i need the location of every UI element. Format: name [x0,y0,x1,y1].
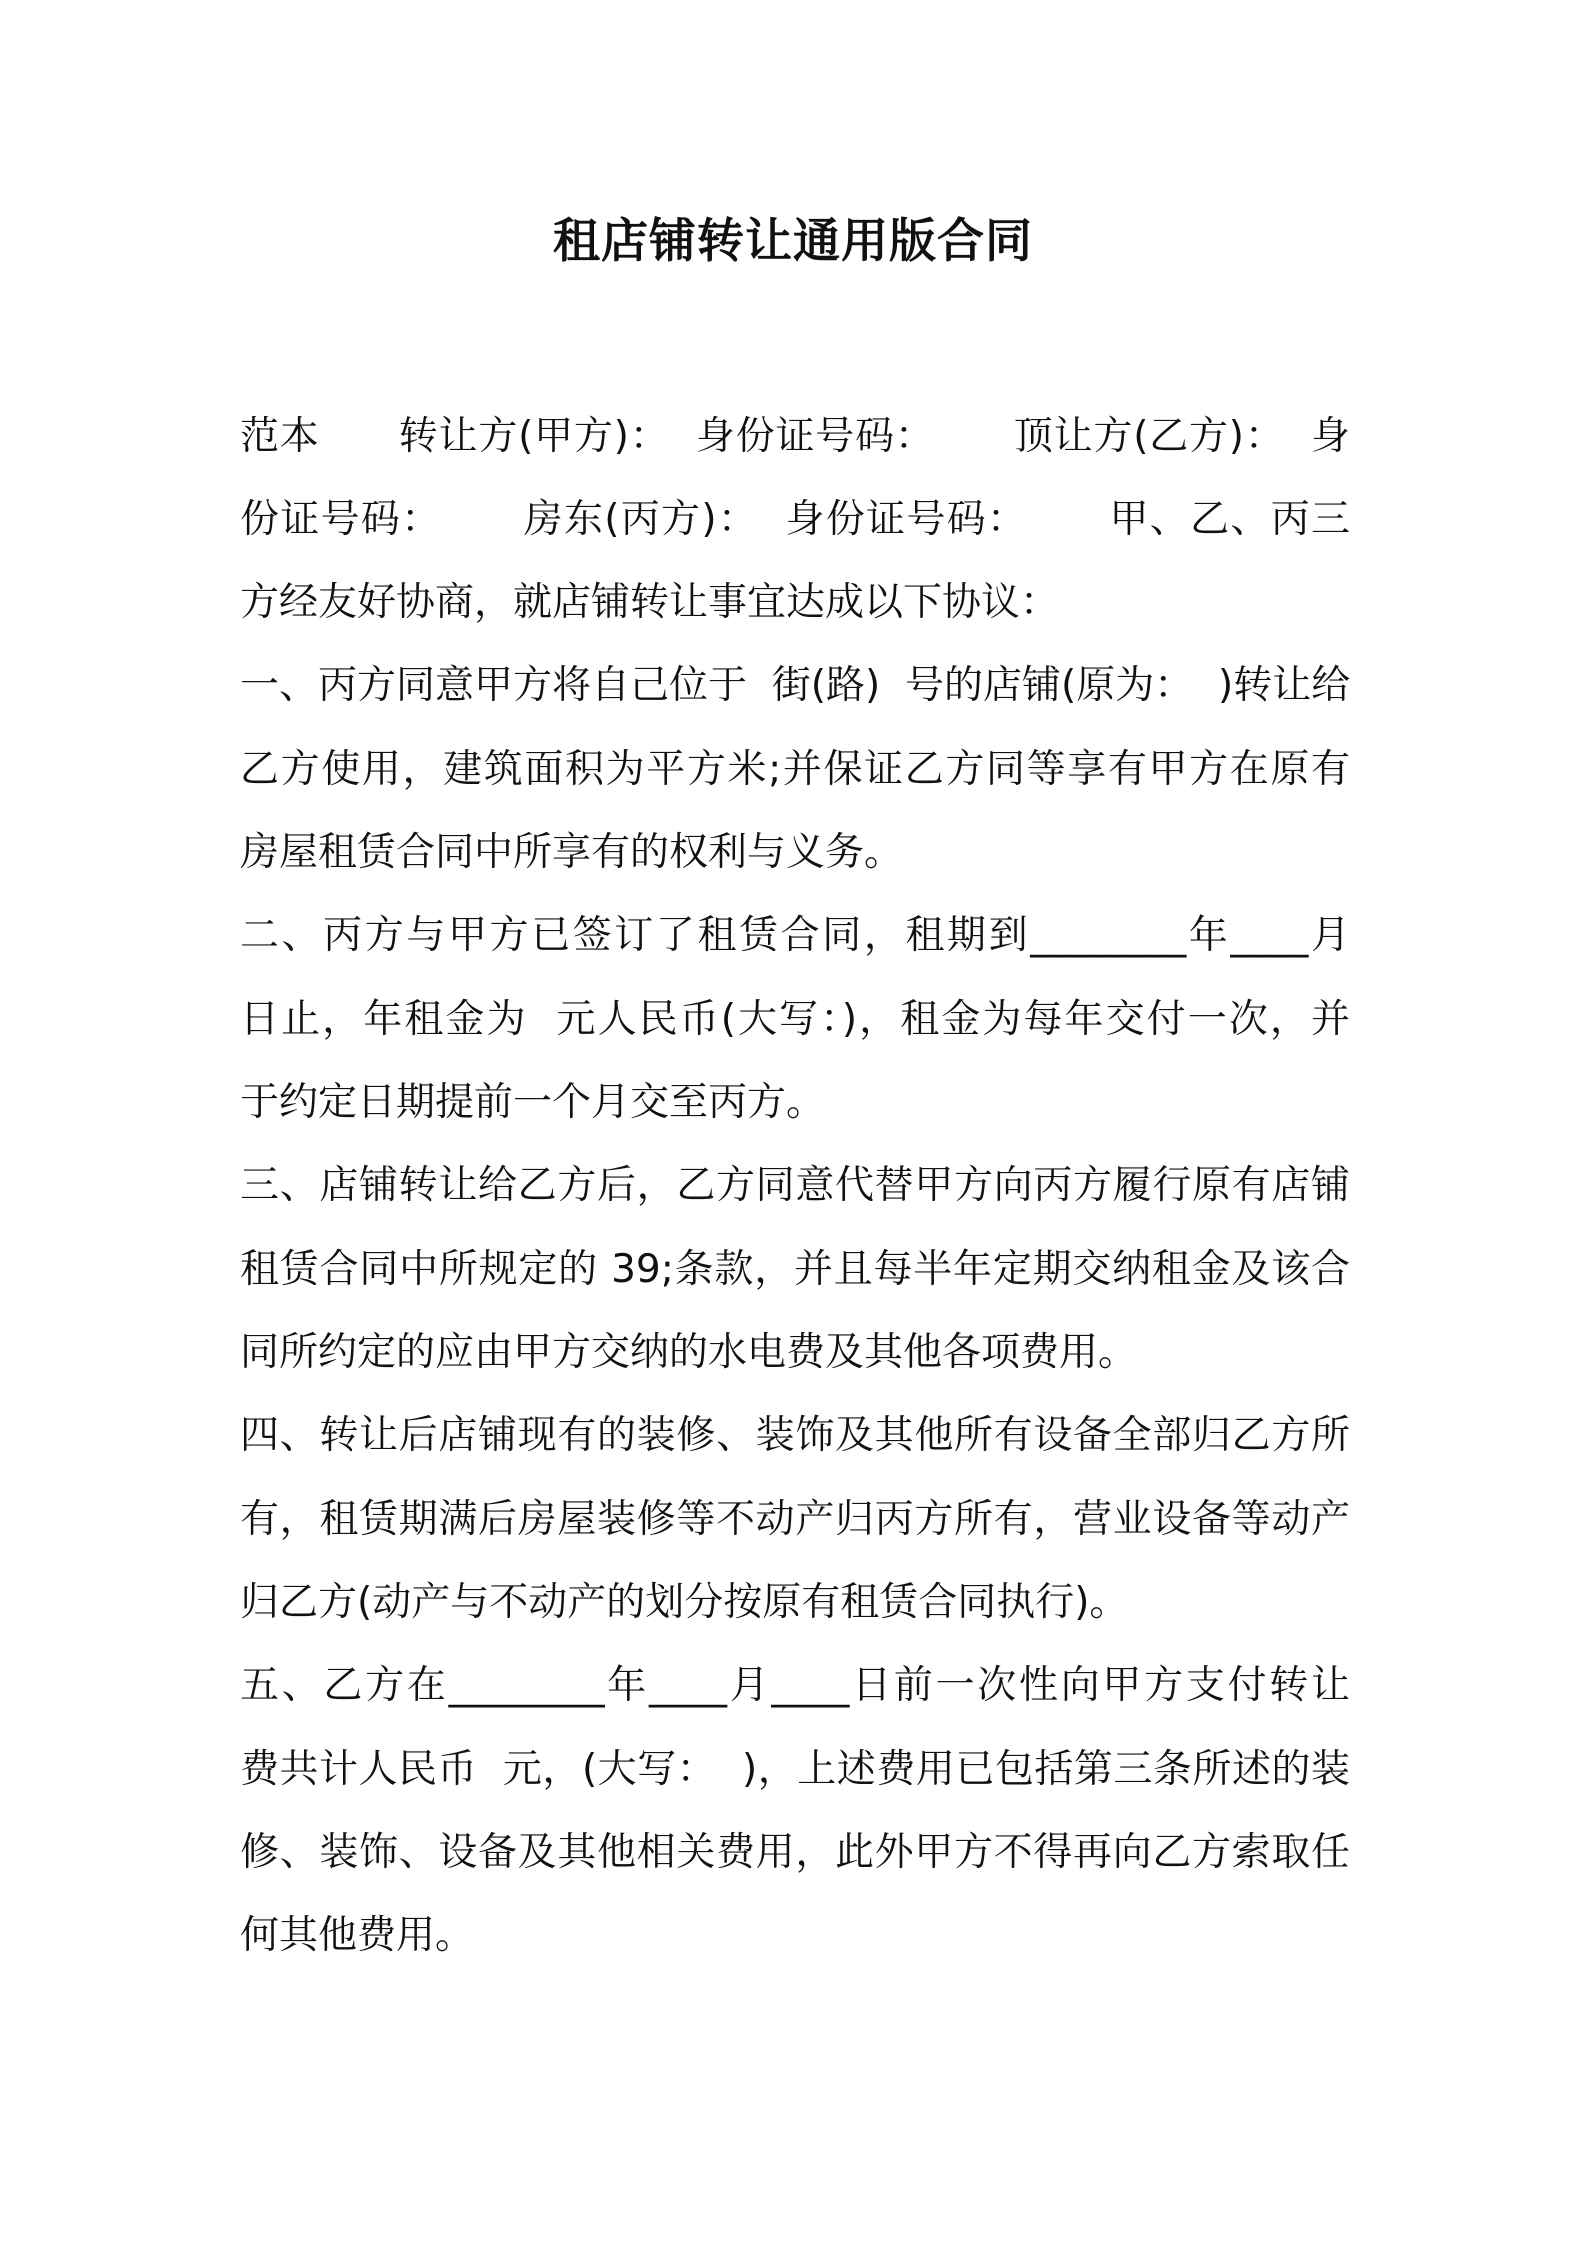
preamble-line-3: 方经友好协商，就店铺转让事宜达成以下协议： [240,580,1060,625]
document-title: 租店铺转让通用版合同 [553,214,1033,269]
clause-1-line-2: 乙方使用，建筑面积为平方米;并保证乙方同等享有甲方在原有 [240,747,1350,792]
clause-4-line-1: 四、转让后店铺现有的装修、装饰及其他所有设备全部归乙方所 [240,1413,1350,1458]
preamble-line-1: 范本 转让方(甲方)： 身份证号码： 顶让方(乙方)： 身 [240,414,1350,459]
clause-4-line-3: 归乙方(动产与不动产的划分按原有租赁合同执行)。 [240,1580,1129,1625]
clause-2-line-3: 于约定日期提前一个月交至丙方。 [240,1080,826,1125]
clause-2-line-1: 二、丙方与甲方已签订了租赁合同，租期到________年____月 [240,913,1350,958]
clause-5-line-3: 修、装饰、设备及其他相关费用，此外甲方不得再向乙方索取任 [240,1830,1350,1875]
clause-3-line-1: 三、店铺转让给乙方后，乙方同意代替甲方向丙方履行原有店铺 [240,1163,1350,1208]
clause-3-line-3: 同所约定的应由甲方交纳的水电费及其他各项费用。 [240,1330,1138,1375]
clause-5-line-2: 费共计人民币 元，(大写： )，上述费用已包括第三条所述的装 [240,1747,1350,1792]
clause-4-line-2: 有，租赁期满后房屋装修等不动产归丙方所有，营业设备等动产 [240,1497,1350,1542]
clause-1-line-1: 一、丙方同意甲方将自己位于 街(路) 号的店铺(原为： )转让给 [240,663,1351,708]
clause-3-line-2: 租赁合同中所规定的 39;条款，并且每半年定期交纳租金及该合 [240,1247,1350,1292]
clause-5-line-1: 五、乙方在________年____月____日前一次性向甲方支付转让 [240,1663,1350,1708]
clause-1-line-3: 房屋租赁合同中所享有的权利与义务。 [240,830,904,875]
clause-5-line-4: 何其他费用。 [240,1913,475,1958]
clause-2-line-2: 日止，年租金为 元人民币(大写：)，租金为每年交付一次，并 [240,997,1350,1042]
preamble-line-2: 份证号码： 房东(丙方)： 身份证号码： 甲、乙、丙三 [240,497,1350,542]
